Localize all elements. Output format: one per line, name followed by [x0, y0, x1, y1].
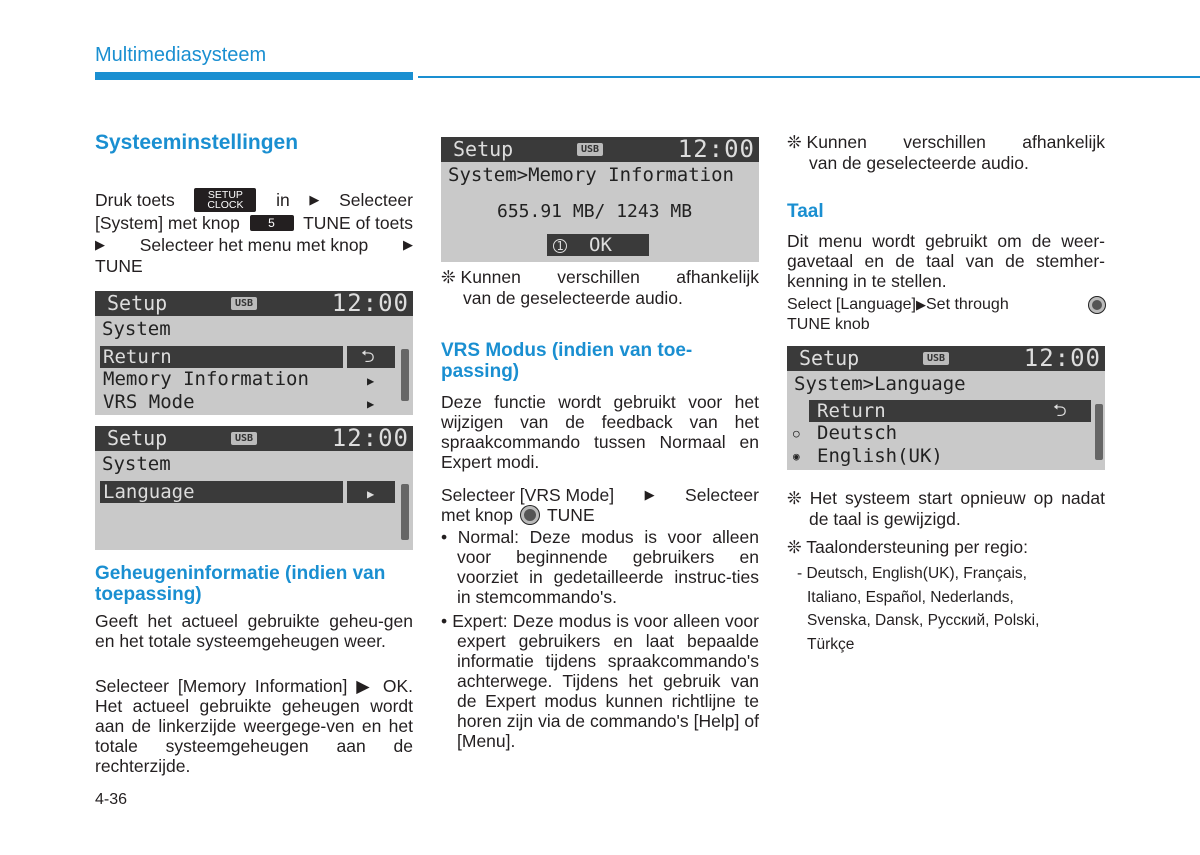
memory-para1: Geeft het actueel gebruikte geheu-gen en het totale systeemgeheugen weer. — [95, 611, 413, 651]
menu-item-memory: Memory Information — [103, 368, 309, 390]
restart-note: ❊ Het systeem start opnieuw op nadat de taal is gewijzigd. — [787, 488, 1105, 529]
scrollbar — [1095, 404, 1103, 460]
tune-knob-icon — [1089, 297, 1105, 313]
radio-selected-icon: ◉ — [793, 450, 800, 463]
header-bar — [95, 72, 413, 80]
arrow-right-icon: ▶ — [367, 397, 375, 411]
arrow-right-icon: ▶ — [367, 487, 375, 501]
screen-memory-info: Setup USB 12:00 System>Memory Information 655.91 MB/ 1243 MB 1 OK — [441, 137, 759, 262]
region-note: ❊ Taalondersteuning per regio: — [787, 537, 1029, 557]
language-para1: Dit menu wordt gebruikt om de weer-gavetaal en de taal van de stemher-kenning in te stellen. — [787, 231, 1105, 291]
screen-system-language: Setup USB 12:00 System Language ▶ — [95, 426, 413, 550]
language-list: - Deutsch, English(UK), Français, Italiano, Español, Nederlands, Svenska, Dansk, Русский, Polski, Türkçe — [797, 565, 1040, 653]
return-icon: ⮌ — [361, 347, 375, 367]
menu-item-return: Return — [103, 346, 172, 368]
vrs-para1: Deze functie wordt gebruikt voor het wijzigen van de feedback van het spraakcommando tussen Normaal en Expert modi. — [441, 392, 759, 472]
ok-button: OK — [589, 234, 612, 256]
scrollbar — [401, 484, 409, 540]
bullet-normal: • Normal: Deze modus is voor alleen voor beginnende gebruikers en voorziet in gedetailleerde instruc-ties in stemcommando's. — [441, 527, 759, 607]
language-select: Select [Language]▶Set through TUNE knob — [787, 293, 1105, 334]
menu-item-deutsch: Deutsch — [817, 422, 898, 444]
arrow-right-icon: ▶ — [367, 374, 375, 388]
memory-heading: Geheugeninformatie (indien van toepassing) — [95, 563, 386, 605]
arrow-right-icon: ▶ — [309, 192, 320, 207]
screen-system-menu: Setup USB 12:00 System Return ⮌ Memory Information ▶ VRS Mode ▶ — [95, 291, 413, 415]
knob-5-key: 5 — [250, 215, 294, 231]
page-number: 4-36 — [95, 791, 128, 808]
menu-item-return: Return — [817, 400, 886, 422]
usb-badge: USB — [231, 432, 257, 445]
radio-empty-icon: ○ — [793, 427, 800, 440]
memory-para2: Selecteer [Memory Information] ▶ OK. Het actueel gebruikte geheugen wordt aan de linkerzijde weergege-ven en het totale systeemgeheugen aan de rechterzijde. — [95, 676, 413, 776]
bullet-expert: • Expert: Deze modus is voor alleen voor expert gebruikers en laat bepaalde informatie tijdens spraakcommando's achterwege. Tijdens het gebruik van de Expert modus kunnen richtlijne te horen zijn via de commando's [Help] of [Menu]. — [441, 611, 759, 751]
arrow-right-icon: ▶ — [95, 237, 105, 252]
menu-item-vrs: VRS Mode — [103, 391, 195, 413]
menu-item-language: Language — [103, 481, 195, 503]
usb-badge: USB — [577, 143, 603, 156]
audio-note: ❊ Kunnen verschillen afhankelijk van de geselecteerde audio. — [441, 267, 759, 308]
header-rule — [418, 76, 1200, 78]
vrs-select: Selecteer [VRS Mode] ▶ Selecteer met knop TUNE — [441, 485, 759, 525]
arrow-right-icon: ▶ — [916, 297, 926, 312]
tune-knob-icon — [521, 506, 539, 524]
intro-paragraph: Druk toets SETUP CLOCK in ▶ Selecteer [System] met knop 5 TUNE of toets ▶ Selecteer het menu met knop ▶ TUNE — [95, 189, 413, 276]
memory-value: 655.91 MB/ 1243 MB — [497, 201, 693, 222]
scrollbar — [401, 349, 409, 401]
arrow-right-icon: ▶ — [402, 237, 413, 252]
return-icon: ⮌ — [1053, 401, 1067, 421]
menu-item-english: English(UK) — [817, 445, 943, 467]
ok-number-icon: 1 — [553, 235, 567, 257]
vrs-heading: VRS Modus (indien van toe-passing) — [441, 340, 693, 382]
section-title: Multimediasysteem — [95, 44, 267, 66]
arrow-right-icon: ▶ — [644, 487, 655, 502]
audio-note-2: ❊ Kunnen verschillen afhankelijk van de geselecteerde audio. — [787, 132, 1105, 173]
usb-badge: USB — [231, 297, 257, 310]
usb-badge: USB — [923, 352, 949, 365]
screen-language: Setup USB 12:00 System>Language Return ⮌ ○ Deutsch ◉ English(UK) — [787, 346, 1105, 470]
setup-clock-key: SETUP CLOCK — [194, 188, 256, 212]
language-heading: Taal — [787, 201, 824, 222]
page-heading: Systeeminstellingen — [95, 131, 299, 154]
